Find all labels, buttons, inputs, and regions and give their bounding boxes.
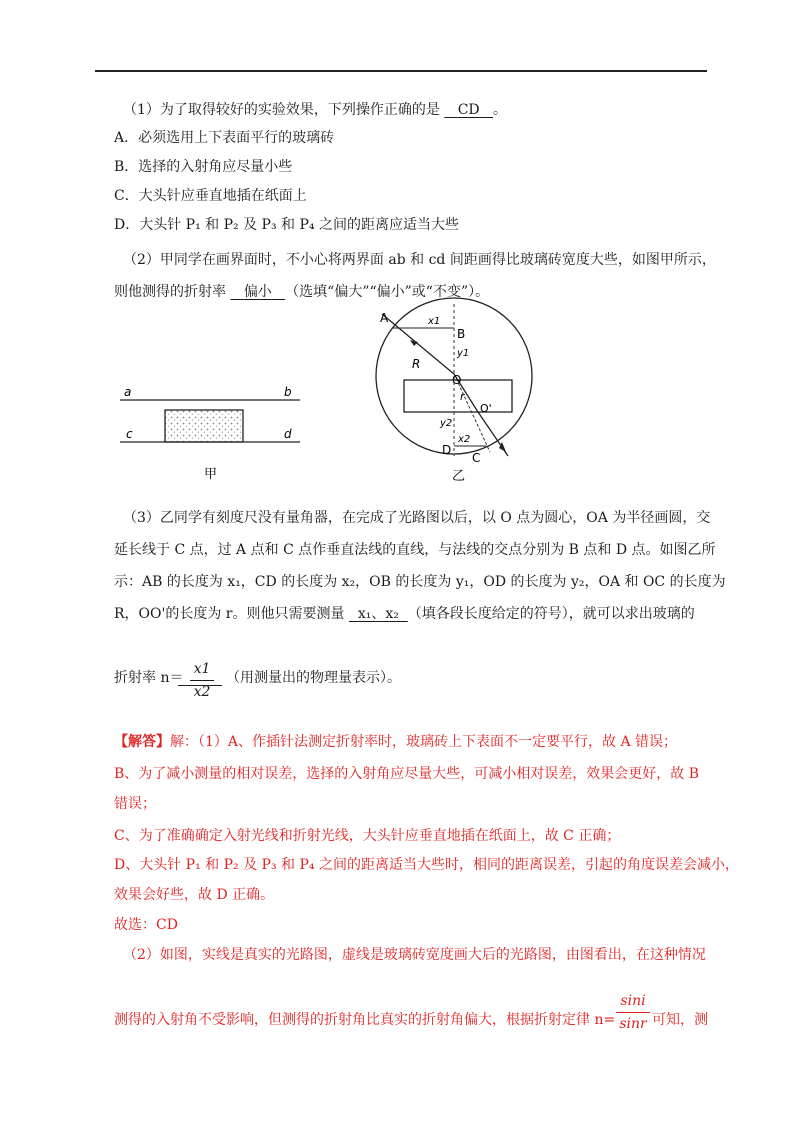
label-A: A [380, 311, 389, 325]
label-y1: y1 [457, 348, 470, 359]
solution-line1 [114, 732, 677, 752]
q3-fraction-denominator: x2 [193, 684, 211, 700]
q3-measure-text: x₁、x₂ [357, 606, 399, 622]
q2-answer [230, 284, 285, 300]
q3-line3: 示：AB 的长度为 x₁，CD 的长度为 x₂，OB 的长度为 y₁，OD 的长度为 y₂，OA 和 OC 的长度为 [114, 574, 726, 590]
q1-option-d: D．大头针 P₁ 和 P₂ 及 P₃ 和 P₄ 之间的距离应适当大些 [114, 217, 459, 233]
label-B: B [457, 327, 466, 341]
q3-line2: 延长线于 C 点，过 A 点和 C 点作垂直法线的直线，与法线的交点分别为 B 点和 D 点。如图乙所 [114, 542, 716, 558]
q3-fraction-underline [178, 685, 222, 686]
q3-line4 [114, 604, 695, 624]
label-x2: x2 [458, 434, 471, 445]
q3-fraction [190, 660, 214, 701]
caption-yi: 乙 [452, 469, 466, 484]
q2-line1: （2）甲同学在画界面时，不小心将两界面 ab 和 cd 间距画得比玻璃砖宽度大些，如图甲所示， [123, 252, 716, 268]
solution-tag: 【解答】 [114, 734, 170, 750]
q1-option-c: C．大头针应垂直地插在纸面上 [114, 188, 307, 204]
q3-line5-before: 折射率 n＝ [114, 670, 184, 686]
q2-line2-end: （选填“偏大”“偏小”或“不变”）。 [285, 284, 490, 300]
solution-line9-before: 测得的入射角不受影响，但测得的折射角比真实的折射角偏大，根据折射定律 n= [114, 1012, 616, 1028]
q1-option-a: A．必须选用上下表面平行的玻璃砖 [114, 130, 335, 146]
label-d: d [284, 427, 292, 441]
label-r: r [460, 390, 465, 403]
q2-answer-text: 偏小 [243, 284, 272, 300]
q3-line4-end: （填各段长度给定的符号），就可以求出玻璃的 [407, 606, 695, 622]
solution-fraction [616, 992, 650, 1033]
q3-line5-after: （用测量出的物理量表示）。 [226, 670, 401, 686]
label-b: b [284, 385, 292, 399]
solution-line1-text: 解：（1）A、作插针法测定折射率时，玻璃砖上下表面不一定要平行，故 A 错误； [170, 734, 678, 750]
q1-stem-end: 。 [493, 102, 508, 118]
label-c: c [126, 427, 133, 441]
q1-answer [444, 102, 493, 118]
label-D: D [442, 443, 452, 457]
q2-line2-text: 则他测得的折射率 [114, 284, 226, 300]
q1-option-b: B．选择的入射角应尽量小些 [114, 159, 293, 175]
header-rule [95, 70, 707, 72]
label-a: a [124, 385, 132, 399]
label-R: R [412, 357, 421, 371]
q2-line2 [114, 282, 489, 302]
q1-stem [123, 100, 507, 120]
q3-line1: （3）乙同学有刻度尺没有量角器，在完成了光路图以后，以 O 点为圆心，OA 为半径画圆，交 [123, 510, 711, 526]
solution-line3: 错误； [114, 796, 156, 812]
solution-line7: 故选：CD [114, 917, 178, 933]
solution-line6: 效果会好些，故 D 正确。 [114, 887, 275, 903]
figure-jia [110, 380, 310, 485]
label-O: O [452, 373, 462, 387]
figure-yi [360, 308, 540, 488]
q1-answer-text: CD [457, 102, 480, 118]
label-O-prime: O' [480, 402, 492, 415]
caption-jia: 甲 [204, 467, 218, 482]
solution-line9-after: 可知，测 [652, 1012, 708, 1028]
solution-line8: （2）如图，实线是真实的光路图，虚线是玻璃砖宽度画大后的光路图，由图看出，在这种情况 [123, 947, 706, 963]
solution-line5: D、大头针 P₁ 和 P₂ 及 P₃ 和 P₄ 之间的距离适当大些时，相同的距离误差，引起的角度误差会减小， [114, 857, 739, 873]
solution-fraction-numerator: sini [620, 993, 646, 1009]
q1-stem-text: （1）为了取得较好的实验效果，下列操作正确的是 [123, 102, 440, 118]
label-y2: y2 [440, 418, 453, 429]
solution-fraction-denominator: sinr [619, 1016, 647, 1032]
q3-measure-answer [349, 606, 408, 622]
glass-brick [165, 410, 243, 442]
solution-line2: B、为了减小测量的相对误差，选择的入射角应尽量大些，可减小相对误差，效果会更好，故 B [114, 766, 700, 782]
solution-line4: C、为了准确确定入射光线和折射光线，大头针应垂直地插在纸面上，故 C 正确； [114, 828, 621, 844]
q3-fraction-numerator: x1 [193, 661, 211, 677]
label-x1: x1 [428, 316, 441, 327]
q3-line4-text: R，OO'的长度为 r。则他只需要测量 [114, 606, 345, 622]
label-C: C [472, 451, 481, 465]
